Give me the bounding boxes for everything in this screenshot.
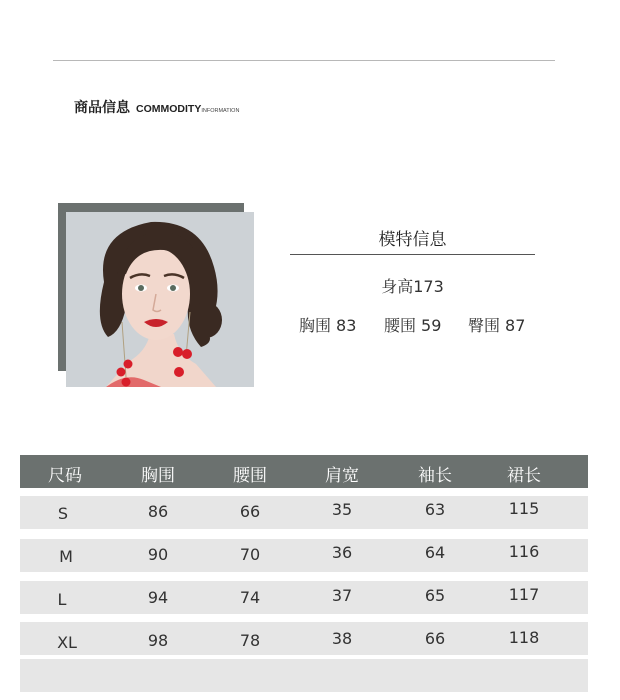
- measurement-waist: [384, 313, 441, 336]
- height-value: 173: [413, 277, 444, 296]
- table-row: [20, 496, 588, 529]
- cell-shoulder: 36: [331, 543, 353, 562]
- model-info-divider: [290, 254, 535, 255]
- measurement-label: 胸围: [299, 316, 332, 335]
- section-title-cn: 商品信息: [74, 100, 130, 116]
- table-row: [20, 539, 588, 572]
- header-shoulder: 肩宽: [325, 466, 359, 486]
- top-divider: [53, 60, 555, 61]
- model-photo: [66, 212, 254, 387]
- cell-size: XL: [57, 633, 77, 652]
- measurement-value: 83: [336, 316, 357, 335]
- cell-sleeve: 63: [424, 500, 446, 519]
- height-label: 身高: [381, 277, 414, 296]
- measurement-bust: [299, 313, 356, 336]
- section-heading: [74, 97, 239, 117]
- cell-skirt-length: 118: [508, 628, 540, 647]
- cell-skirt-length: 117: [508, 585, 540, 604]
- cell-size: L: [57, 590, 67, 609]
- cell-waist: 78: [239, 631, 261, 650]
- cell-shoulder: 37: [331, 586, 353, 605]
- measurement-value: 59: [421, 316, 442, 335]
- cell-waist: 70: [239, 545, 261, 564]
- cell-sleeve: 64: [424, 543, 446, 562]
- cell-shoulder: 35: [331, 500, 353, 519]
- table-row-empty: [20, 659, 588, 692]
- model-height: [290, 274, 535, 297]
- cell-shoulder: 38: [331, 629, 353, 648]
- cell-waist: 66: [239, 502, 261, 521]
- size-table-header: [20, 455, 588, 488]
- header-bust: 胸围: [141, 466, 175, 486]
- table-row: [20, 622, 588, 655]
- measurement-value: 87: [505, 316, 526, 335]
- section-title-small: INFORMATION: [201, 108, 240, 114]
- header-size: 尺码: [48, 466, 82, 486]
- cell-size: M: [59, 547, 73, 566]
- cell-bust: 94: [147, 588, 169, 607]
- cell-skirt-length: 115: [508, 499, 540, 518]
- model-info-title: 模特信息: [378, 230, 447, 250]
- cell-skirt-length: 116: [508, 542, 540, 561]
- measurement-label: 腰围: [384, 316, 417, 335]
- header-waist: 腰围: [233, 466, 267, 486]
- measurement-label: 臀围: [468, 316, 501, 335]
- table-row: [20, 581, 588, 614]
- cell-size: S: [57, 504, 69, 523]
- cell-bust: 86: [147, 502, 169, 521]
- cell-sleeve: 65: [424, 586, 446, 605]
- cell-bust: 90: [147, 545, 169, 564]
- header-skirt-length: 裙长: [507, 466, 541, 486]
- header-sleeve: 袖长: [418, 466, 452, 486]
- cell-bust: 98: [147, 631, 169, 650]
- cell-sleeve: 66: [424, 629, 446, 648]
- section-title-en: COMMODITY: [136, 103, 202, 115]
- cell-waist: 74: [239, 588, 261, 607]
- measurement-hip: [468, 313, 525, 336]
